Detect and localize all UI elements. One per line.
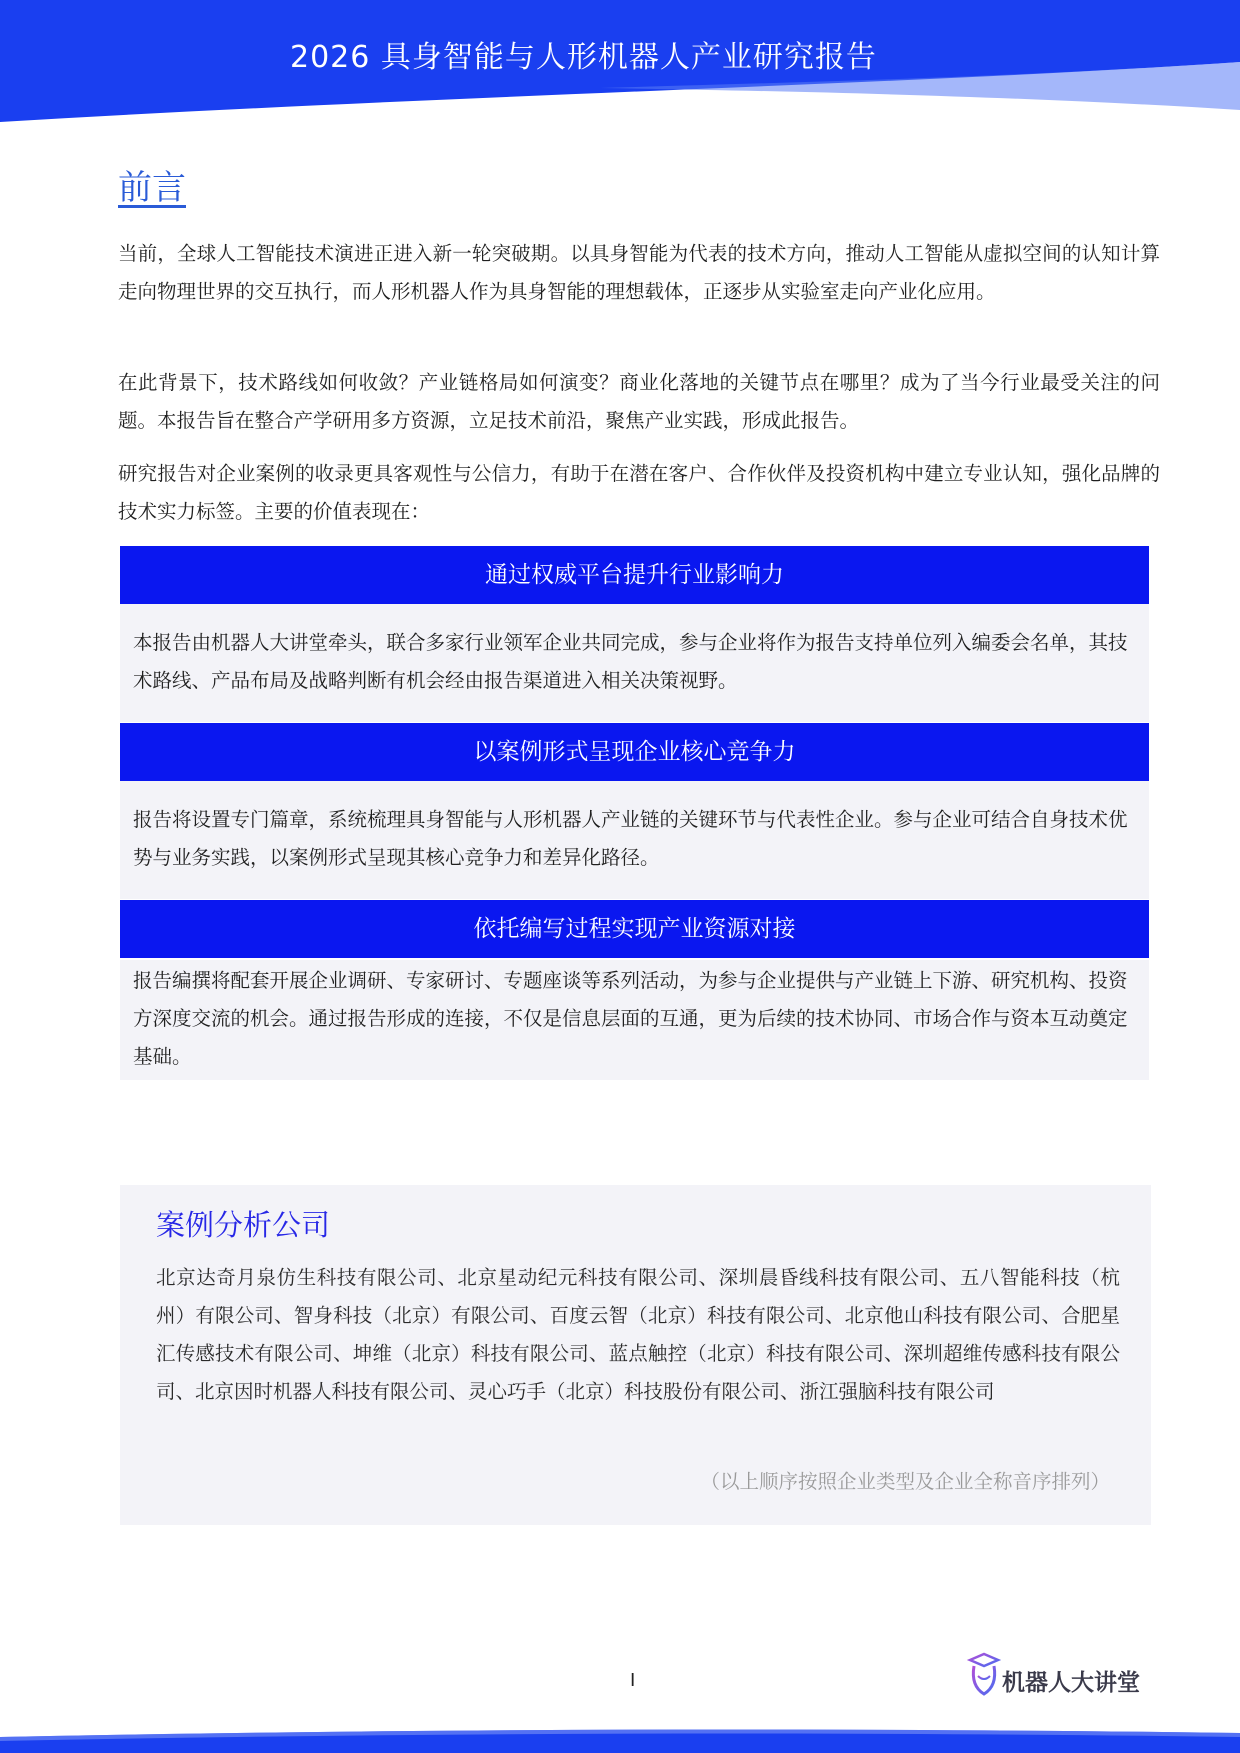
- preface-paragraph-3: 研究报告对企业案例的收录更具客观性与公信力，有助于在潜在客户、合作伙伴及投资机构中建立专业认知，强化品牌的技术实力标签。主要的价值表现在：: [118, 462, 1160, 523]
- report-title: 2026 具身智能与人形机器人产业研究报告: [290, 40, 877, 75]
- section-body-2: 报告将设置专门篇章，系统梳理具身智能与人形机器人产业链的关键环节与代表性企业。参与企业可结合自身技术优势与业务实践，以案例形式呈现其核心竞争力和差异化路径。: [120, 781, 1149, 899]
- preface-paragraph-1: 当前，全球人工智能技术演进正进入新一轮突破期。以具身智能为代表的技术方向，推动人工智能从虚拟空间的认知计算走向物理世界的交互执行，而人形机器人作为具身智能的理想载体，正逐步从实验室走向产业化应用。: [118, 242, 1160, 303]
- preface-paragraph-2: 在此背景下，技术路线如何收敛？产业链格局如何演变？商业化落地的关键节点在哪里？成为了当今行业最受关注的问题。本报告旨在整合产学研用多方资源，立足技术前沿，聚焦产业实践，形成此报告。: [118, 371, 1160, 432]
- preface-heading: 前言: [118, 168, 186, 208]
- section-body-1: 本报告由机器人大讲堂牵头，联合多家行业领军企业共同完成，参与企业将作为报告支持单位列入编委会名单，其技术路线、产品布局及战略判断有机会经由报告渠道进入相关决策视野。: [120, 604, 1149, 722]
- page-number: I: [630, 1670, 636, 1691]
- section-body-3: 报告编撰将配套开展企业调研、专家研讨、专题座谈等系列活动，为参与企业提供与产业链上下游、研究机构、投资方深度交流的机会。通过报告形成的连接，不仅是信息层面的互通，更为后续的技术协同、市场合作与资本互动奠定基础。: [120, 960, 1149, 1080]
- section-title-3: 依托编写过程实现产业资源对接: [120, 900, 1149, 958]
- section-title-2: 以案例形式呈现企业核心竞争力: [120, 723, 1149, 781]
- ordering-note: （以上顺序按照企业类型及企业全称音序排列）: [700, 1470, 1110, 1493]
- case-analysis-heading: 案例分析公司: [156, 1208, 331, 1242]
- company-list: 北京达奇月泉仿生科技有限公司、北京星动纪元科技有限公司、深圳晨昏线科技有限公司、五八智能科技（杭州）有限公司、智身科技（北京）有限公司、百度云智（北京）科技有限公司、北京他山科技有限公司、合肥星汇传感技术有限公司、坤维（北京）科技有限公司、蓝点触控（北京）科技有限公司、深圳超维传感科技有限公司、北京因时机器人科技有限公司、灵心巧手（北京）科技股份有限公司、浙江强脑科技有限公司: [156, 1266, 1120, 1403]
- section-title-1: 通过权威平台提升行业影响力: [120, 546, 1149, 604]
- footer-band: [0, 1723, 1240, 1753]
- logo-text: 机器人大讲堂: [1002, 1670, 1140, 1696]
